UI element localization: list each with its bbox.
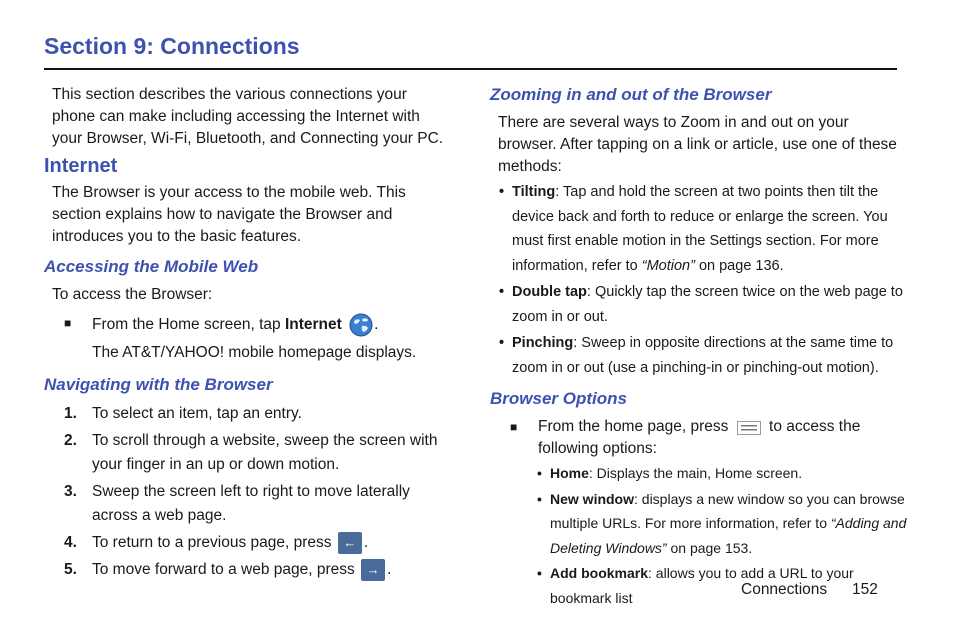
bullet-dot: • (499, 284, 505, 300)
bookmark-label: Add bookmark (550, 565, 649, 581)
forward-arrow-icon: → (361, 559, 385, 581)
accessing-lead: To access the Browser: (52, 286, 213, 303)
title-rule (44, 68, 897, 70)
accessing-heading: Accessing the Mobile Web (44, 257, 259, 276)
zooming-lead: There are several ways to Zoom in and out on your browser. After tapping on a link or article, use one of these methods: (498, 114, 897, 175)
doubletap-text: : Quickly tap the screen twice on the web page to zoom in or out. (512, 284, 903, 325)
windows-reference: “Adding and Deleting Windows” (550, 515, 907, 556)
page-title: Section 9: Connections (44, 33, 300, 59)
home-label: Home (550, 465, 589, 481)
list-item (44, 531, 454, 555)
options-step (490, 416, 910, 460)
bullet-dot: • (499, 184, 505, 200)
internet-paragraph: The Browser is your access to the mobile web. This section explains how to navigate the Browser and introduces you to the basic features. (52, 184, 406, 245)
item-number: 1. (64, 405, 77, 422)
newwindow-post: on page 153. (666, 539, 753, 556)
pinching-bullet (490, 331, 910, 380)
item-text: To return to a previous page, press (92, 534, 336, 551)
item-number: 5. (64, 561, 77, 578)
internet-heading: Internet (44, 155, 118, 177)
square-bullet-icon: ■ (510, 420, 518, 434)
item-post: . (387, 561, 392, 578)
square-bullet-icon: ■ (64, 316, 72, 330)
item-text: To scroll through a website, sweep the screen with your finger in an up or down motion. (92, 432, 438, 473)
back-arrow-icon: ← (338, 532, 362, 554)
doubletap-bullet (490, 280, 910, 329)
item-post: . (363, 534, 369, 551)
tilting-label: Tilting (512, 184, 556, 200)
right-column (490, 84, 910, 610)
zooming-heading: Zooming in and out of the Browser (490, 85, 772, 104)
list-item (44, 558, 454, 582)
options-step-post: to access the following options: (538, 418, 861, 457)
navigating-heading: Navigating with the Browser (44, 375, 273, 394)
accessing-step-bold: Internet (284, 316, 342, 334)
doubletap-label: Double tap (512, 284, 587, 300)
tilting-bullet (490, 180, 910, 278)
bullet-dot: • (537, 465, 542, 481)
pinching-label: Pinching (512, 335, 574, 351)
item-text: To select an item, tap an entry. (92, 405, 302, 422)
bullet-dot: • (537, 490, 542, 507)
item-text: To move forward to a web page, press (92, 561, 360, 578)
item-number: 3. (64, 483, 77, 500)
tilting-text: : Tap and hold the screen at two points then tilt the device back and forth to reduce or enlarge the screen. You must first enable motion in the Settings section. For more information, refer to (512, 184, 888, 274)
newwindow-bullet (490, 487, 910, 561)
list-item (44, 402, 454, 426)
item-number: 4. (64, 534, 77, 551)
accessing-step-pre: From the Home screen, tap (92, 316, 285, 334)
bookmark-bullet (490, 561, 910, 610)
home-text: : Displays the main, Home screen. (588, 465, 803, 481)
footer-section: Connections (741, 581, 828, 598)
intro-paragraph: This section describes the various connections your phone can make including accessing the Internet with your Browser, Wi-Fi, Bluetooth, and Connecting your PC. (52, 86, 444, 147)
tilting-post: on page 136. (694, 257, 784, 274)
motion-reference: “Motion” (641, 257, 695, 274)
menu-key-icon (737, 420, 761, 434)
accessing-step-post: . (374, 316, 379, 334)
item-text: Sweep the screen left to right to move laterally across a web page. (92, 483, 410, 524)
globe-icon (348, 312, 374, 338)
newwindow-label: New window (550, 490, 634, 507)
item-number: 2. (64, 432, 77, 449)
left-column (44, 84, 454, 585)
accessing-result: The AT&T/YAHOO! mobile homepage displays. (92, 344, 417, 361)
page-number: 152 (852, 581, 878, 598)
list-item (44, 480, 454, 528)
home-bullet (490, 461, 910, 486)
list-item (44, 429, 454, 477)
newwindow-text: : displays a new window so you can browse multiple URLs. For more information, refer to (550, 490, 905, 531)
options-step-pre: From the home page, press (538, 418, 733, 435)
bullet-dot: • (499, 335, 505, 351)
options-heading: Browser Options (490, 389, 627, 408)
pinching-text: : Sweep in opposite directions at the same time to zoom in or out (use a pinching-in or pinching-out motion). (512, 335, 894, 376)
accessing-step (44, 312, 454, 338)
bookmark-text: : allows you to add a URL to your bookmark list (550, 565, 854, 606)
bullet-dot: • (537, 565, 542, 581)
